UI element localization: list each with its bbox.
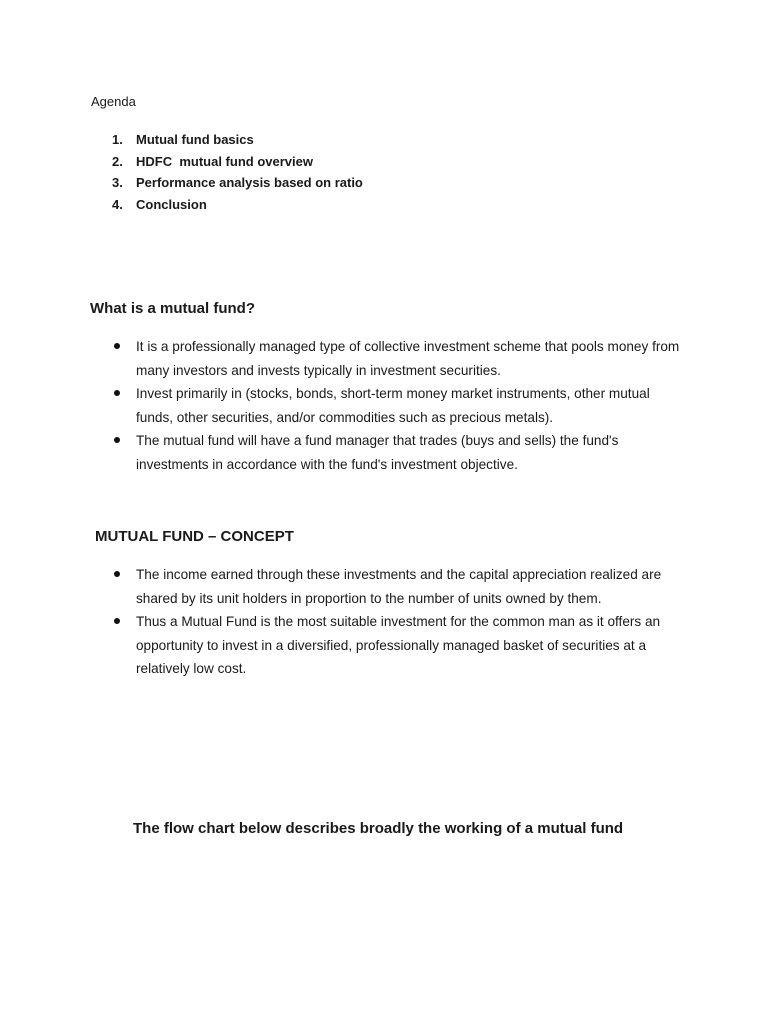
bullet-dot-icon	[114, 571, 120, 577]
agenda-item-text: HDFC mutual fund overview	[136, 153, 313, 169]
bullet-item	[110, 563, 680, 610]
bullet-item	[110, 610, 680, 681]
bullet-item	[110, 382, 680, 429]
agenda-item-text: Conclusion	[136, 197, 207, 213]
bullet-text: The income earned through these investments and the capital appreciation realized are shared by its unit holders in proportion to the number of units owned by them.	[136, 567, 662, 606]
agenda-item-text: Performance analysis based on ratio	[136, 175, 363, 191]
bullet-dot-icon	[114, 618, 120, 624]
agenda-item-number: 4.	[112, 197, 123, 213]
concept-heading: MUTUAL FUND – CONCEPT	[95, 528, 294, 545]
what-is-bullet-list	[110, 335, 680, 476]
agenda-item-number: 1.	[112, 132, 123, 147]
agenda-item-number: 2.	[112, 153, 123, 169]
bullet-text: The mutual fund will have a fund manager that trades (buys and sells) the fund's investments in accordance with the fund's investment objective.	[136, 433, 619, 472]
bullet-item	[110, 335, 680, 382]
flow-chart-caption: The flow chart below describes broadly the working of a mutual fund	[133, 820, 624, 837]
concept-bullet-list	[110, 563, 680, 681]
bullet-text: It is a professionally managed type of collective investment scheme that pools money from many investors and invests typically in investment securities.	[136, 339, 680, 378]
bullet-text: Invest primarily in (stocks, bonds, short-term money market instruments, other mutual funds, other securities, and/or commodities such as precious metals).	[136, 386, 650, 425]
agenda-item	[112, 172, 363, 194]
agenda-title: Agenda	[91, 94, 136, 109]
bullet-item	[110, 429, 680, 476]
bullet-dot-icon	[114, 390, 120, 396]
agenda-item	[112, 194, 363, 216]
bullet-text: Thus a Mutual Fund is the most suitable investment for the common man as it offers an opportunity to invest in a diversified, professionally managed basket of securities at a relatively low cost.	[136, 614, 661, 676]
agenda-item	[112, 129, 363, 151]
bullet-dot-icon	[114, 343, 120, 349]
what-is-mutual-fund-heading: What is a mutual fund?	[90, 300, 255, 317]
agenda-item	[112, 151, 363, 173]
bullet-dot-icon	[114, 437, 120, 443]
agenda-list	[112, 129, 363, 216]
agenda-item-number: 3.	[112, 175, 123, 191]
agenda-item-text: Mutual fund basics	[136, 132, 254, 147]
